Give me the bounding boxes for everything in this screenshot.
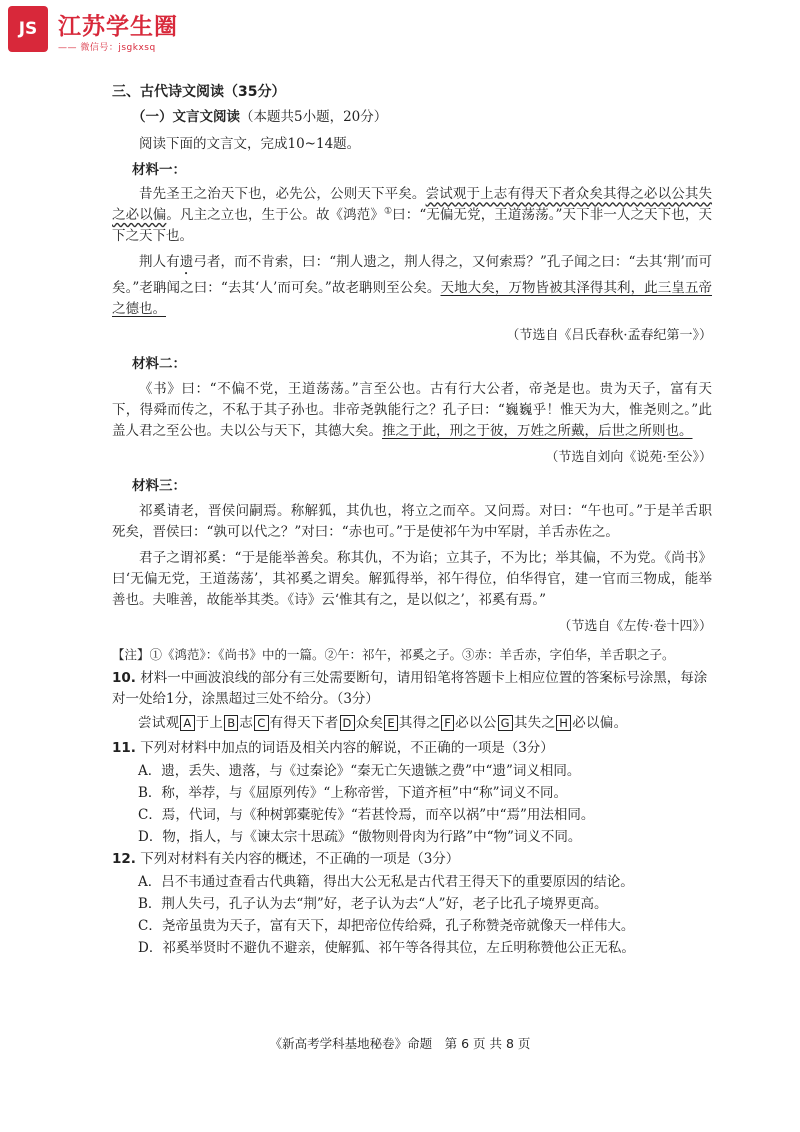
break-box-f[interactable]: F (441, 715, 454, 731)
break-box-g[interactable]: G (498, 715, 513, 731)
question-number: 10. (112, 670, 136, 687)
material1-label: 材料一： (132, 161, 186, 178)
sub-title-bold: （一）文言文阅读 (132, 108, 240, 125)
option-c: C．尧帝虽贵为天子，富有天下，却把帝位传给舜，孔子称赞尧帝就像天一样伟大。 (138, 918, 635, 935)
question-11 (112, 738, 712, 759)
segment: 必以公 (455, 714, 497, 731)
segment: 有得天下者 (269, 714, 339, 731)
option-b: B．荆人失弓，孔子认为去“荆”好，老子认为去“人”好，老子比孔子境界更高。 (138, 896, 608, 913)
option-a: A．吕不韦通过查看古代典籍，得出大公无私是古代君王得天下的重要原因的结论。 (138, 874, 634, 891)
material1-text: 曰：“无偏无党，王道荡荡。”天下非一人之天下也，天下之天下也。 (112, 207, 713, 245)
logo-name: 江苏学生圈 (58, 14, 178, 40)
material2-source: （节选自刘向《说苑·至公》） (545, 449, 712, 465)
question-number: 12. (112, 851, 136, 868)
segment: 其失之 (513, 714, 556, 731)
material1-text: 。凡主之立也，生于公。故《鸿范》 (166, 207, 384, 224)
material3-paragraph-1: 祁奚请老，晋侯问嗣焉。称解狐，其仇也，将立之而卒。又问焉。对曰：“午也可。”于是羊舌职死矣，晋侯曰：“孰可以代之？”对曰：“赤也可。”于是使祁午为中军尉，羊舌赤佐之。 (112, 502, 712, 540)
break-box-b[interactable]: B (224, 715, 238, 731)
break-box-a[interactable]: A (180, 715, 194, 731)
material3-source: （节选自《左传·卷十四》） (558, 618, 712, 634)
sub-title (132, 107, 712, 128)
exam-content (112, 82, 712, 960)
sentence-break-line (138, 713, 712, 734)
dotted-word: 遗 (179, 254, 194, 271)
material3-label: 材料三： (132, 478, 186, 495)
material2-label: 材料二： (132, 356, 186, 373)
segment: 必以偏。 (572, 714, 628, 731)
segment: 众矣 (355, 714, 384, 731)
annotation-note: 【注】①《鸿范》：《尚书》中的一篇。②午：祁午，祁奚之子。③赤：羊舌赤，字伯华，羊舌职之子。 (112, 646, 675, 662)
material1-paragraph-2 (112, 252, 712, 320)
page-footer: 《新高考学科基地秘卷》命题 第 6 页 共 8 页 (269, 1036, 531, 1051)
material2-text: 《书》曰：“不偏不党，王道荡荡。”言至公也。古有行大公者，帝尧是也。贵为天子，富有天下，得舜而传之，不私于其子孙也。非帝尧孰能行之？孔子曰：“巍巍乎！惟天为大，惟尧则之。”此盖人君之至公也。夫以公与天下，其德大矣。 (112, 381, 712, 439)
question-12 (112, 849, 712, 870)
break-box-h[interactable]: H (556, 715, 571, 731)
material2-paragraph (112, 379, 712, 442)
material1-text: 弓者，而不肯索，曰：“荆人遗之，荆人得之，又何索焉？”孔子闻之曰：“去其‘荆’而可矣。”老聃闻之曰：“去其‘人’而可矣。”故老聃则至公矣。 (112, 254, 713, 297)
question-text: 材料一中画波浪线的部分有三处需要断句，请用铅笔将答题卡上相应位置的答案标号涂黑，每涂对一处给1分，涂黑超过三处不给分。（3分） (112, 670, 708, 707)
sub-title-rest: （本题共5小题，20分） (240, 108, 388, 125)
segment: 于上 (195, 714, 224, 731)
material1-source: （节选自《吕氏春秋·孟春纪第一》） (506, 328, 712, 344)
option-c: C．焉，代词，与《种树郭橐驼传》“若甚怜焉，而卒以祸”中“焉”用法相同。 (138, 806, 595, 823)
segment: 其得之 (398, 714, 441, 731)
material1-text: 荆人有 (139, 254, 180, 271)
question-text: 下列对材料有关内容的概述，不正确的一项是（3分） (140, 851, 460, 868)
underlined-sentence: 天地大矣，万物皆被其泽得其利，此三皇五帝之德也。 (112, 280, 712, 318)
break-box-c[interactable]: C (254, 715, 268, 731)
material3-paragraph-2: 君子之谓祁奚：“于是能举善矣。称其仇，不为谄；立其子，不为比；举其偏，不为党。《尚书》曰‘无偏无党，王道荡荡’，其祁奚之谓矣。解狐得举，祁午得位，伯华得官，建一官而三物成，能举善也。夫唯善，故能举其类。《诗》云‘惟其有之，是以似之’，祁奚有焉。” (112, 549, 712, 608)
section-title: 三、古代诗文阅读（35分） (112, 84, 286, 100)
instruction: 阅读下面的文言文，完成10~14题。 (139, 135, 361, 152)
question-text: 下列对材料中加点的词语及相关内容的解说，不正确的一项是（3分） (140, 739, 554, 756)
material1-paragraph-1 (112, 184, 712, 247)
material1-text: 昔先圣王之治天下也，必先公，公则天下平矣。 (139, 186, 426, 203)
question-number: 11. (112, 739, 136, 756)
question-10 (112, 668, 712, 710)
break-box-d[interactable]: D (340, 715, 355, 731)
logo-wechat-id: —— 微信号：jsgkxsq (58, 43, 156, 53)
site-logo (8, 6, 208, 56)
option-d: D．物，指人，与《谏太宗十思疏》“傲物则骨肉为行路”中“物”词义不同。 (138, 828, 582, 845)
underlined-sentence: 推之于此，刑之于彼，万姓之所戴，后世之所则也。 (382, 422, 693, 439)
logo-badge-icon: JS (8, 6, 48, 52)
segment: 志 (239, 714, 254, 731)
option-b: B．称，举荐，与《屈原列传》“上称帝喾，下道齐桓”中“称”词义不同。 (138, 784, 568, 801)
footnote-marker: ① (383, 206, 393, 217)
option-d: D．祁奚举贤时不避仇不避亲，使解狐、祁午等各得其位，左丘明称赞他公正无私。 (138, 940, 635, 957)
option-a: A．遗，丢失、遗落，与《过秦论》“秦无亡矢遗镞之费”中“遗”词义相同。 (138, 762, 581, 779)
segment: 尝试观 (138, 714, 180, 731)
wavy-underlined-passage: 尝试观于上志有得天下者众矣其得之必以公其失之必以偏 (112, 186, 713, 224)
break-box-e[interactable]: E (384, 715, 398, 731)
